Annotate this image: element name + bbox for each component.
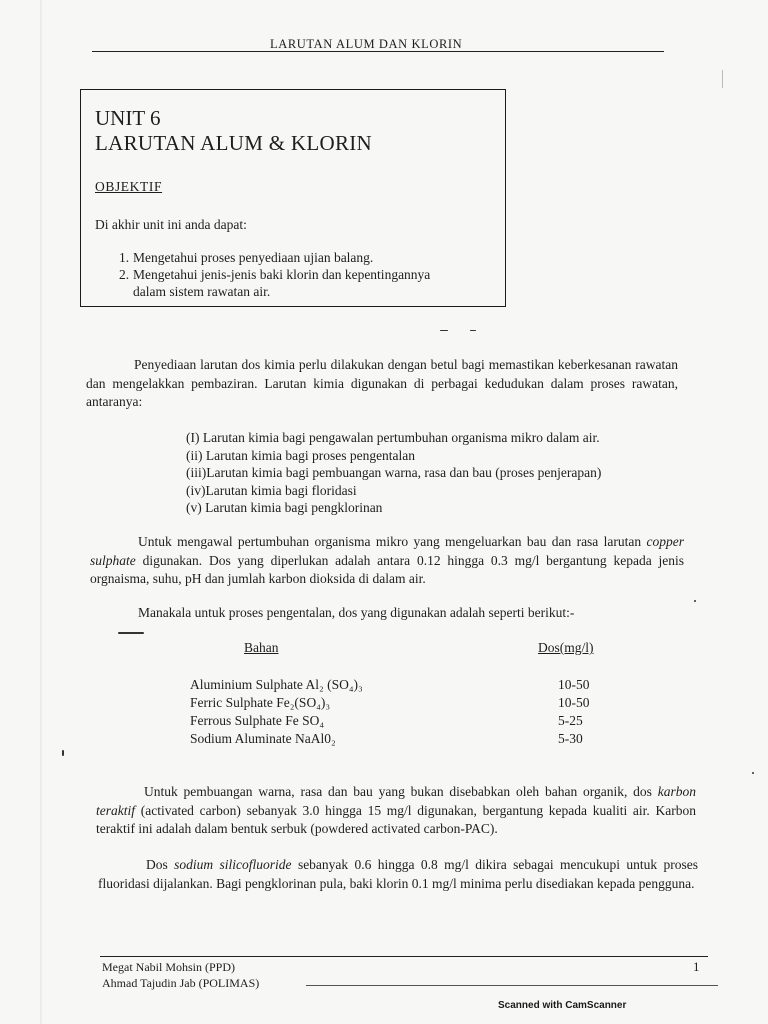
emphasis-term: karbon teraktif (96, 784, 697, 818)
objective-list (119, 249, 465, 300)
unit-number: UNIT 6 (95, 106, 161, 130)
paragraph-copper-sulphate (90, 533, 684, 589)
emphasis-term: copper sulphate (90, 534, 684, 568)
scan-speck (722, 70, 723, 88)
use-item: (v) Larutan kimia bagi pengklorinan (186, 500, 383, 515)
scan-speck (752, 772, 754, 774)
paragraph-intro: Penyediaan larutan dos kimia perlu dilakukan dengan betul bagi memastikan keberkesanan rawatan dan mengelakkan pembaziran. Larutan kimia digunakan di perbagai kedudukan dalam proses rawatan, antaranya: (86, 357, 678, 409)
material-cell: Ferric Sulphate Fe₂(SO₄)₃ (190, 695, 331, 710)
paragraph-activated-carbon (96, 783, 696, 839)
column-header-dose: Dos(mg/l) (538, 640, 594, 655)
scan-edge (40, 0, 42, 1024)
use-item: (iv)Larutan kimia bagi floridasi (186, 482, 357, 498)
dose-cell: 5-25 (558, 713, 583, 728)
table-row (190, 676, 618, 694)
material-cell: Ferrous Sulphate Fe SO₄ (190, 713, 325, 728)
paragraph-fluoridation (98, 856, 698, 893)
material-cell: Sodium Aluminate NaAl0₂ (190, 731, 336, 746)
objective-intro: Di akhir unit ini anda dapat: (95, 217, 247, 232)
table-header-row (190, 640, 618, 664)
table-row (190, 712, 618, 730)
dose-cell: 10-50 (558, 677, 590, 692)
scan-speck (62, 750, 64, 756)
table-row (190, 694, 618, 712)
page-number: 1 (693, 959, 700, 974)
scanner-watermark: Scanned with CamScanner (498, 1000, 627, 1011)
paragraph-text: Dos (146, 857, 168, 872)
scan-speck (470, 330, 476, 331)
objective-number: 2. (119, 267, 130, 282)
paragraph-text: Untuk mengawal pertumbuhan organisma mikro yang mengeluarkan bau dan rasa larutan (138, 534, 642, 549)
use-item: (ii) Larutan kimia bagi proses pengentalan (186, 447, 416, 463)
use-item: (iii)Larutan kimia bagi pembuangan warna, rasa dan bau (proses penjerapan) (186, 465, 602, 480)
footer-rule (100, 956, 708, 957)
emphasis-term: sodium silicofluoride (174, 857, 292, 872)
scan-speck (694, 600, 696, 602)
paragraph-text: (activated carbon) sebanyak 3.0 hingga 15 mg/l digunakan, bergantung kepada kualiti air. Karbon teraktif ini adalah dalam bentuk serbuk (powdered activated carbon-PAC). (96, 802, 696, 836)
dose-cell: 5-30 (558, 731, 583, 746)
unit-objective-box (80, 89, 506, 307)
header-rule (92, 51, 664, 52)
objective-heading: OBJEKTIF (95, 179, 163, 194)
dose-table (190, 640, 618, 748)
objective-text: Mengetahui jenis-jenis baki klorin dan kepentingannya dalam sistem rawatan air. (133, 267, 431, 299)
paragraph-text: Untuk pembuangan warna, rasa dan bau yang bukan disebabkan oleh bahan organik, dos (144, 784, 652, 799)
use-item: (I) Larutan kimia bagi pengawalan pertumbuhan organisma mikro dalam air. (186, 430, 600, 445)
paragraph-coagulation: Manakala untuk proses pengentalan, dos yang digunakan adalah seperti berikut:- (138, 605, 575, 620)
footer-author: Megat Nabil Mohsin (PPD) (102, 960, 235, 974)
objective-item (119, 266, 465, 300)
unit-title: LARUTAN ALUM & KLORIN (95, 131, 373, 155)
objective-text: Mengetahui proses penyediaan ujian balang. (133, 250, 374, 265)
paragraph-text: digunakan. Dos yang diperlukan adalah antara 0.12 hingga 0.3 mg/l bergantung kepada jenis orgnaisma, suhu, pH dan jumlah karbon dioksida di dalam air. (90, 552, 684, 586)
scan-bottom-rule (306, 985, 718, 986)
objective-item (119, 249, 465, 266)
objective-number: 1. (119, 250, 130, 265)
running-header: LARUTAN ALUM DAN KLORIN (270, 37, 463, 51)
chemical-uses-list (186, 429, 601, 517)
material-cell: Aluminium Sulphate Al₂ (SO₄)₃ (190, 677, 363, 692)
paragraph-text: sebanyak 0.6 hingga 0.8 mg/l dikira sebagai mencukupi untuk proses fluoridasi dijalankan. Bagi pengklorinan pula, baki klorin 0.1 mg/l minima perlu disediakan kepada pengguna. (98, 857, 699, 891)
dose-cell: 10-50 (558, 695, 590, 710)
column-header-material: Bahan (244, 640, 279, 655)
scan-speck (118, 632, 144, 634)
footer-author: Ahmad Tajudin Jab (POLIMAS) (102, 976, 260, 990)
table-row (190, 730, 618, 748)
scan-speck (440, 330, 448, 331)
